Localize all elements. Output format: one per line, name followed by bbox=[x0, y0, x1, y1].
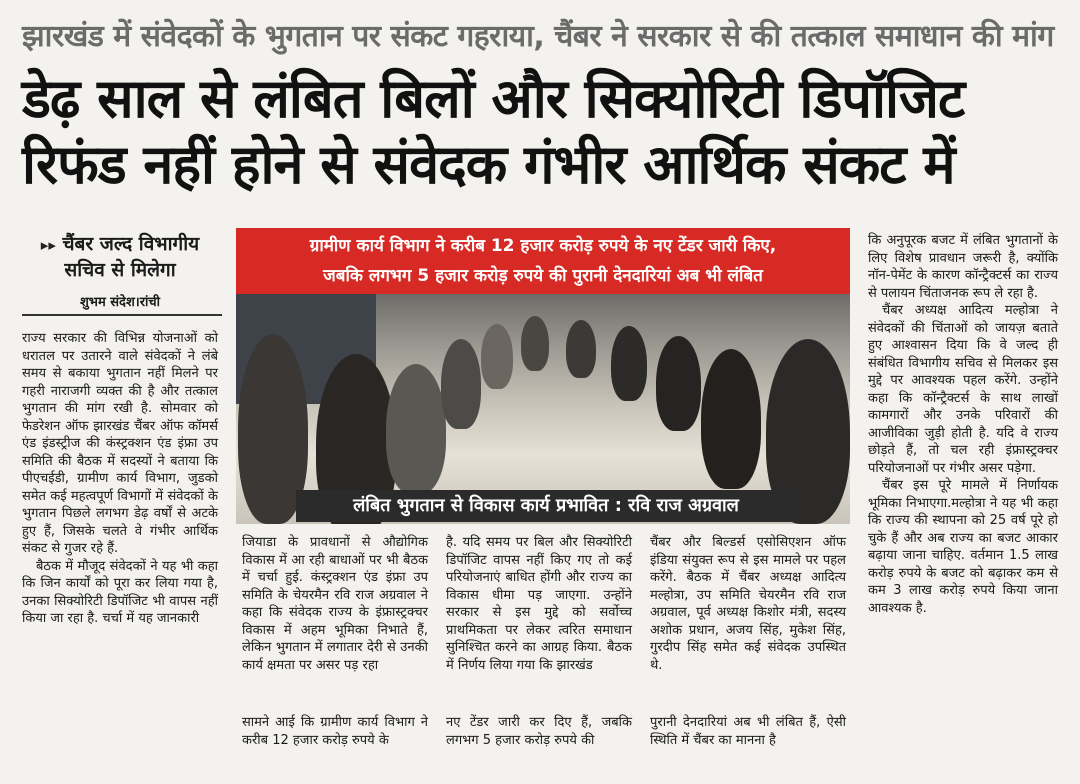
column-4 bbox=[650, 534, 846, 674]
highlight-line-2: जबकि लगभग 5 हजार करोड़ रुपये की पुरानी देनदारियां अब भी लंबित bbox=[323, 266, 763, 286]
subheadline-text: चैंबर जल्द विभागीय सचिव से मिलेगा bbox=[62, 233, 200, 281]
photo-person bbox=[481, 324, 513, 389]
column-5-para-3: चैंबर इस पूरे मामले में निर्णायक भूमिका निभाएगा.मल्होत्रा ने यह भी कहा कि राज्य की स्थापना को 25 वर्ष पूरे हो चुके हैं और अब राज्य का बजट आकार बढ़ाया जाना चाहिए. वर्तमान 1.5 लाख करोड़ रुपये के बजट को बढ़ाकर कम से कम 3 लाख करोड़ रुपये किया जाना आवश्यक है. bbox=[868, 478, 1058, 616]
column-2 bbox=[242, 534, 428, 674]
highlight-box bbox=[236, 228, 850, 294]
column-2-bottom: सामने आई कि ग्रामीण कार्य विभाग ने करीब 12 हजार करोड़ रुपये के bbox=[242, 715, 428, 748]
column-3 bbox=[446, 534, 632, 674]
photo-person bbox=[441, 339, 481, 429]
photo-person bbox=[656, 336, 701, 431]
column-2-top: जियाडा के प्रावधानों से औद्योगिक विकास में आ रही बाधाओं पर भी बैठक में चर्चा हुई. कंस्ट्रक्शन एंड इंफ्रा उप समिति के चेयरमैन रवि राज अग्रवाल ने कहा कि संवेदक राज्य के इंफ्रास्ट्रक्चर विकास में अहम भूमिका निभाते हैं, लेकिन भुगतान में लगातार देरी से उनकी कार्य क्षमता पर असर पड़ रहा bbox=[242, 535, 428, 673]
byline-divider bbox=[22, 314, 222, 316]
highlight-line-1: ग्रामीण कार्य विभाग ने करीब 12 हजार करोड़ रुपये के नए टेंडर जारी किए, bbox=[309, 236, 777, 256]
column-4-bottom: पुरानी देनदारियां अब भी लंबित हैं, ऐसी स्थिति में चैंबर का मानना है bbox=[650, 715, 846, 748]
main-headline bbox=[22, 66, 1062, 198]
column-5 bbox=[868, 232, 1058, 617]
photo-caption: लंबित भुगतान से विकास कार्य प्रभावित : रवि राज अग्रवाल bbox=[296, 490, 796, 522]
kicker-headline: झारखंड में संवेदकों के भुगतान पर संकट गहराया, चैंबर ने सरकार से की तत्काल समाधान की मांग bbox=[22, 19, 1054, 54]
column-5-para-1: कि अनुपूरक बजट में लंबित भुगतानों के लिए विशेष प्रावधान जरूरी है, क्योंकि नॉन-पेमेंट के कारण कॉन्ट्रैक्टर्स का राज्य से पलायन चिंताजनक रूप ले रहा है. bbox=[868, 233, 1058, 301]
photo-person bbox=[521, 316, 549, 371]
double-arrow-icon: ▸▸ bbox=[40, 236, 56, 254]
column-1 bbox=[22, 330, 218, 628]
headline-line-1: डेढ़ साल से लंबित बिलों और सिक्योरिटी डिपॉजिट bbox=[22, 67, 965, 130]
subheadline bbox=[30, 232, 210, 283]
column-5-para-2: चैंबर अध्यक्ष आदित्य मल्होत्रा ने संवेदकों की चिंताओं को जायज़ बताते हुए आश्वासन दिया कि वे जल्द ही संबंधित विभागीय सचिव से मिलकर इस मुद्दे पर आवश्यक पहल करेंगे. उन्होंने कहा कि कॉन्ट्रैक्टर्स के साथ लाखों कामगारों और उनके परिवारों की आजीविका जुड़ी होती है. यदि वे राज्य छोड़ते हैं, तो चल रही इंफ्रास्ट्रक्चर परियोजनाओं पर गंभीर असर पड़ेगा. bbox=[868, 303, 1058, 476]
photo-person bbox=[566, 320, 596, 378]
headline-line-2: रिफंड नहीं होने से संवेदक गंभीर आर्थिक संकट में bbox=[22, 133, 955, 196]
byline: शुभम संदेश।रांची bbox=[79, 295, 161, 310]
photo-person bbox=[611, 326, 647, 401]
column-3-bottom: नए टेंडर जारी कर दिए हैं, जबकि लगभग 5 हजार करोड़ रुपये की bbox=[446, 715, 632, 748]
photo-person bbox=[701, 349, 761, 489]
column-1-para-1: राज्य सरकार की विभिन्न योजनाओं को धरातल पर उतारने वाले संवेदकों ने लंबे समय से बकाया भुगतान नहीं मिलने पर गहरी नाराजगी व्यक्त की है और तत्काल भुगतान की मांग रखी है. सोमवार को फेडरेशन ऑफ झारखंड चैंबर ऑफ कॉमर्स एंड इंडस्ट्रीज की कंस्ट्रक्शन एंड इंफ्रा उप समिति की बैठक में सदस्यों ने बताया कि पीएचईडी, ग्रामीण कार्य विभाग, जुडको समेत कई महत्वपूर्ण विभागों में संवेदकों के भुगतान पिछले लगभग डेढ़ वर्षों से अटके हुए हैं, जिसके चलते वे गंभीर आर्थिक संकट से गुजर रहे हैं. bbox=[22, 331, 218, 556]
column-1-para-2: बैठक में मौजूद संवेदकों ने यह भी कहा कि जिन कार्यों को पूरा कर लिया गया है, उनका सिक्योरिटी डिपॉजिट भी वापस नहीं किया जा रहा है. चर्चा में यह जानकारी bbox=[22, 558, 218, 626]
column-3-top: है. यदि समय पर बिल और सिक्योरिटी डिपॉजिट वापस नहीं किए गए तो कई परियोजनाएं बाधित होंगी और राज्य का विकास धीमा पड़ जाएगा. उन्होंने सरकार से इस मुद्दे को सर्वोच्च प्राथमिकता पर लेकर त्वरित समाधान सुनिश्चित करने का आग्रह किया. बैठक में निर्णय लिया गया कि झारखंड bbox=[446, 535, 632, 673]
column-4-top: चैंबर और बिल्डर्स एसोसिएशन ऑफ इंडिया संयुक्त रूप से इस मामले पर पहल करेंगे. बैठक में चैंबर अध्यक्ष आदित्य मल्होत्रा, उप समिति चेयरमैन रवि राज अग्रवाल, पूर्व अध्यक्ष किशोर मंत्री, सदस्य अशोक प्रधान, अजय सिंह, मुकेश सिंह, गुरदीप सिंह समेत कई संवेदक उपस्थित थे. bbox=[650, 535, 846, 673]
photo-person bbox=[386, 364, 446, 494]
